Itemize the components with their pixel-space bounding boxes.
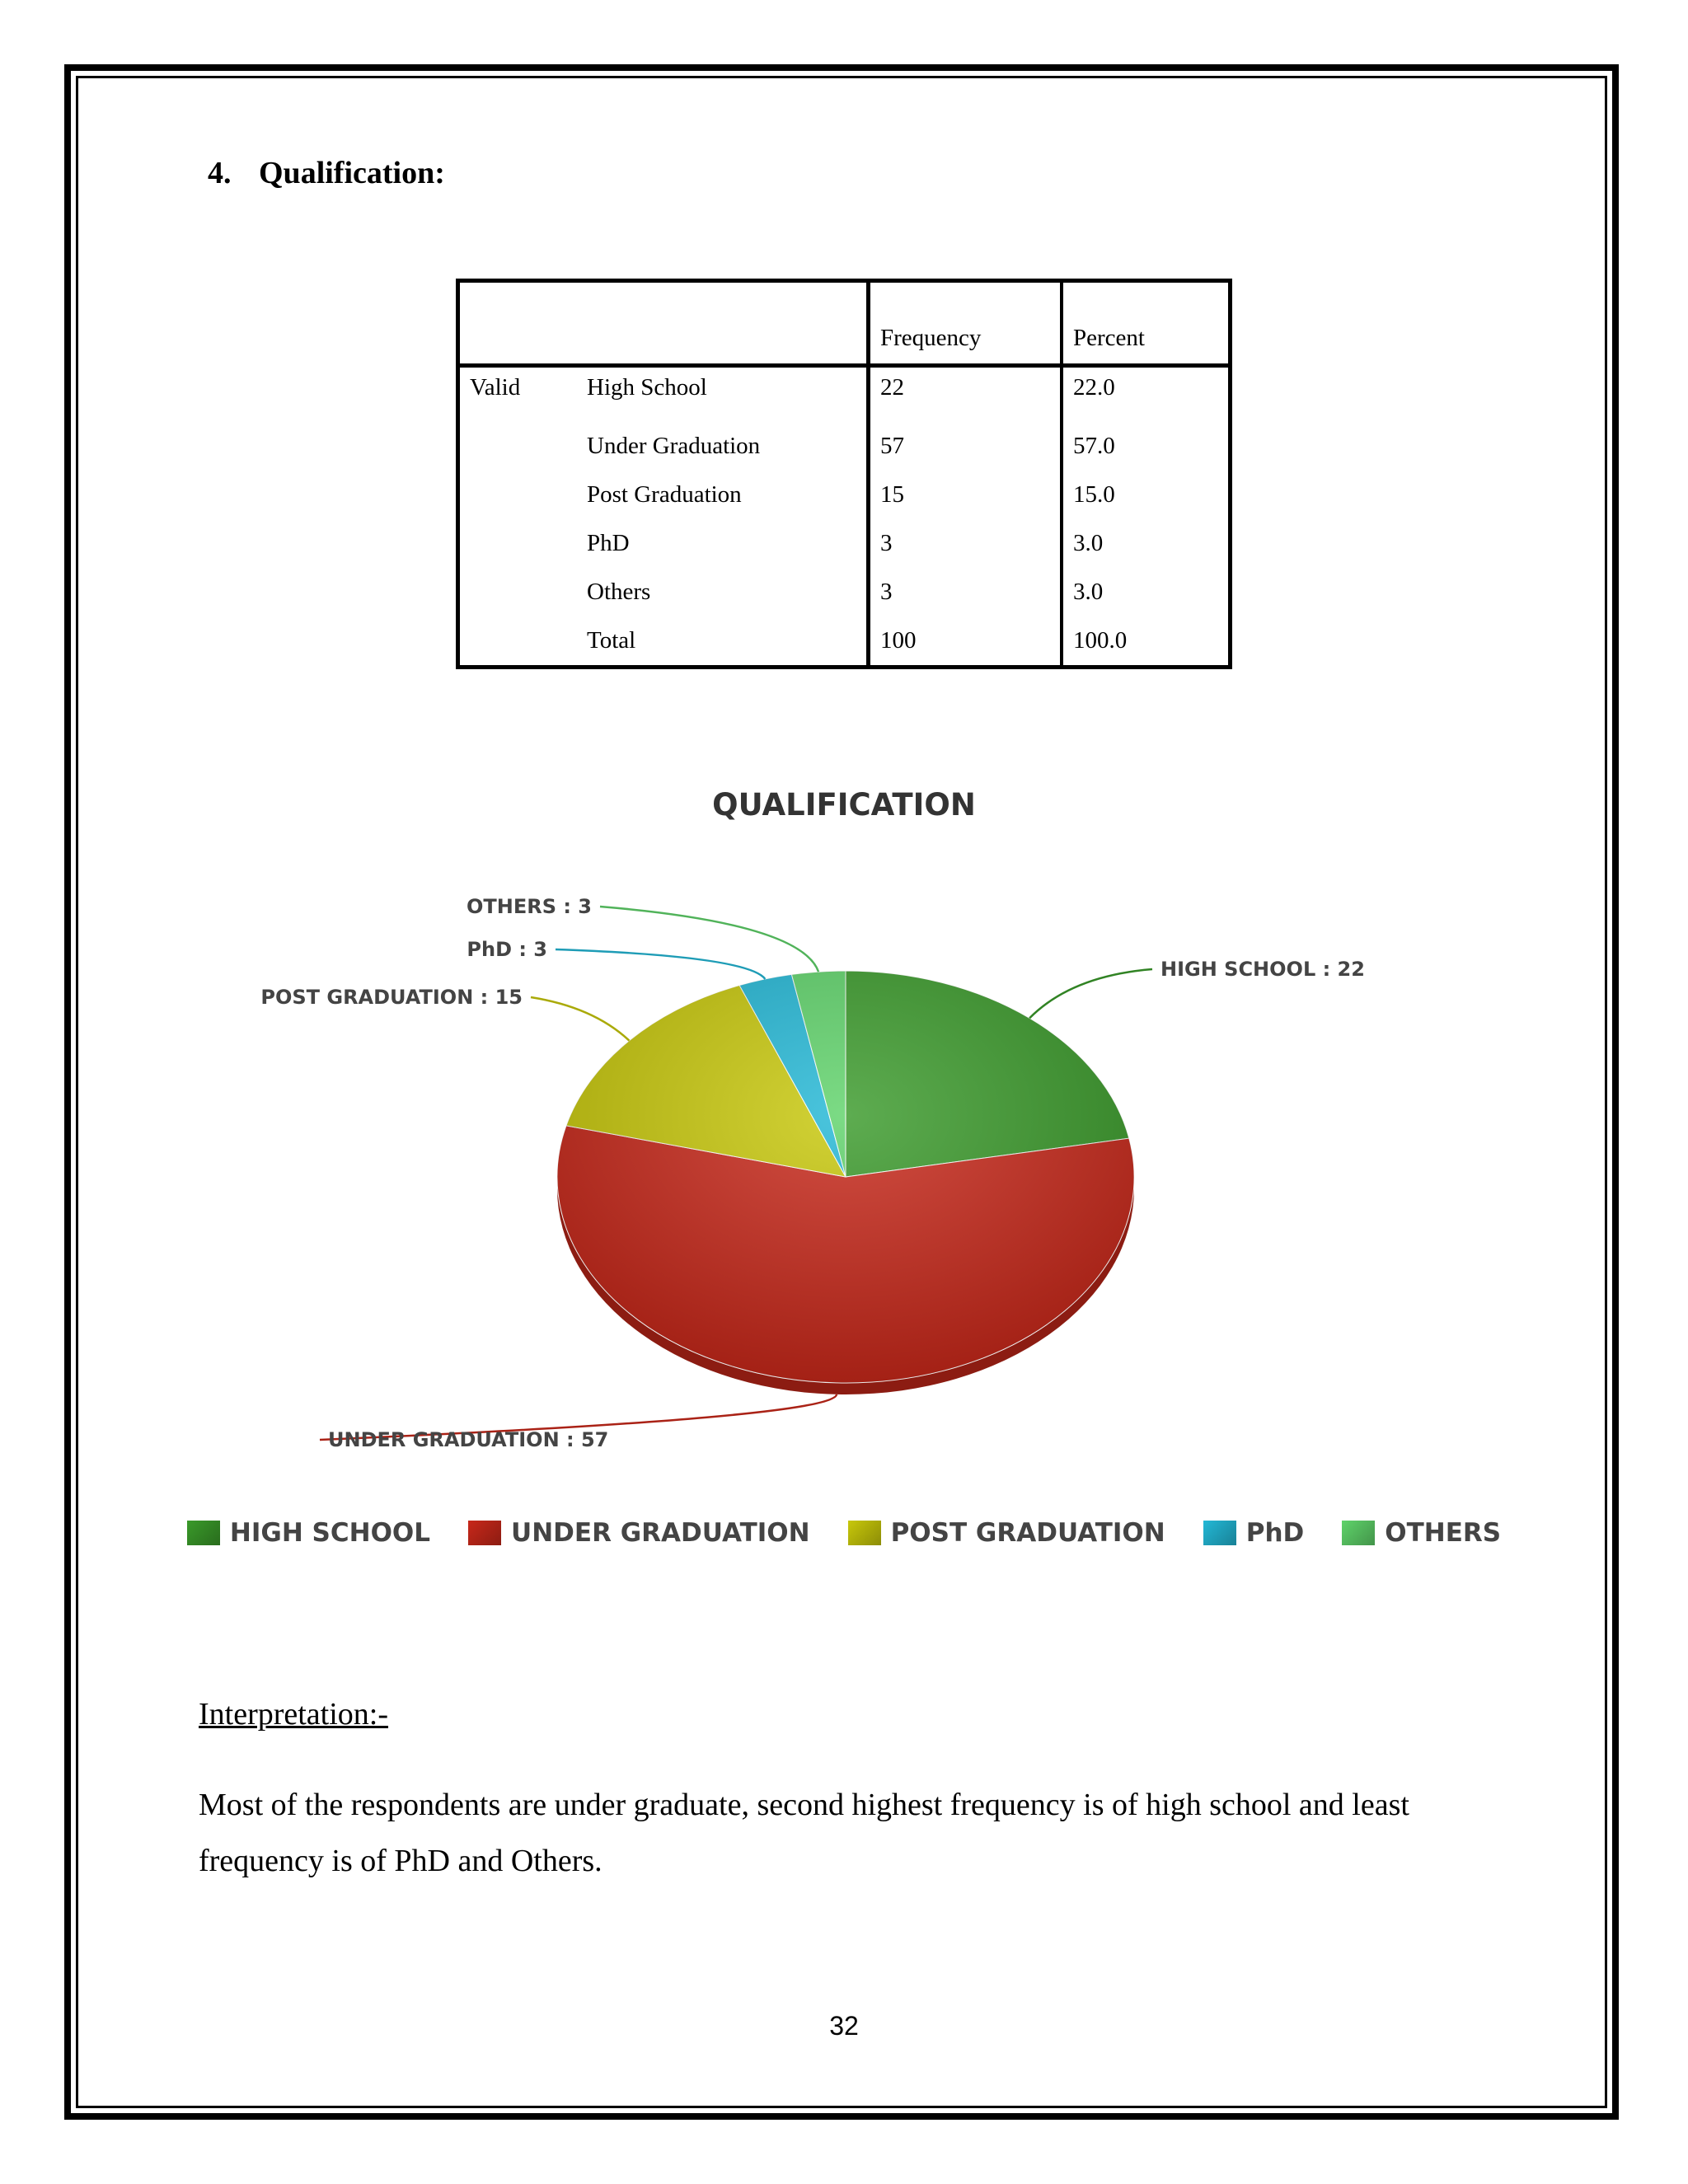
section-number: 4. [208,156,232,190]
data-label: UNDER GRADUATION : 57 [328,1428,609,1451]
legend-swatch [187,1521,220,1545]
pie-chart [0,865,1688,1483]
section-title: Qualification: [259,156,445,190]
table-row [458,422,1231,471]
table-row [458,471,1231,519]
row-frequency: 22 [869,366,1062,423]
row-label: PhD [587,530,630,556]
row-label: Post Graduation [587,481,742,508]
legend-item [468,1518,810,1548]
header-frequency: Frequency [869,281,1062,366]
table-row-total [458,616,1231,668]
legend-swatch [848,1521,881,1545]
chart-title: QUALIFICATION [712,787,976,823]
row-percent: 100.0 [1062,616,1231,668]
legend-label: UNDER GRADUATION [511,1518,810,1548]
row-frequency: 100 [869,616,1062,668]
interpretation-body: Most of the respondents are under graduate, second highest frequency is of high school and least frequency is of PhD and Others. [199,1788,1409,1878]
row-percent: 3.0 [1062,568,1231,616]
page-number: 32 [829,2011,859,2041]
header-blank-label [577,281,869,366]
callout-line [600,907,818,972]
legend-swatch [468,1521,501,1545]
row-label: Others [587,579,651,605]
legend-label: PhD [1245,1518,1305,1548]
data-label: POST GRADUATION : 15 [260,986,523,1009]
data-label: HIGH SCHOOL : 22 [1160,958,1365,981]
legend-label: POST GRADUATION [890,1518,1165,1548]
row-frequency: 3 [869,568,1062,616]
data-label: PhD : 3 [467,938,547,961]
section-heading [208,155,445,191]
legend-item [187,1518,430,1548]
legend-item [848,1518,1165,1548]
header-blank [458,281,578,366]
legend-swatch [1342,1521,1375,1545]
row-percent: 15.0 [1062,471,1231,519]
row-label: High School [587,374,707,401]
interpretation-title: Interpretation:- [199,1697,389,1732]
legend-item [1203,1518,1305,1548]
callout-line [556,949,765,979]
legend-label: OTHERS [1385,1518,1502,1548]
row-percent: 57.0 [1062,422,1231,471]
row-percent: 3.0 [1062,519,1231,568]
table-header-row [458,281,1231,366]
header-percent: Percent [1062,281,1231,366]
row-label: Total [587,627,636,654]
row-label: Under Graduation [587,433,761,459]
row-percent: 22.0 [1062,366,1231,423]
row-frequency: 57 [869,422,1062,471]
legend-label: HIGH SCHOOL [229,1518,431,1548]
data-label: OTHERS : 3 [466,895,592,918]
group-label: Valid [470,374,521,401]
table-row [458,366,1231,423]
callout-line [1029,969,1152,1018]
chart-legend [0,1518,1688,1548]
legend-swatch [1203,1521,1236,1545]
table-row [458,568,1231,616]
callout-line [531,997,629,1041]
legend-item [1342,1518,1501,1548]
frequency-table [456,279,1232,669]
row-frequency: 3 [869,519,1062,568]
table-row [458,519,1231,568]
row-frequency: 15 [869,471,1062,519]
